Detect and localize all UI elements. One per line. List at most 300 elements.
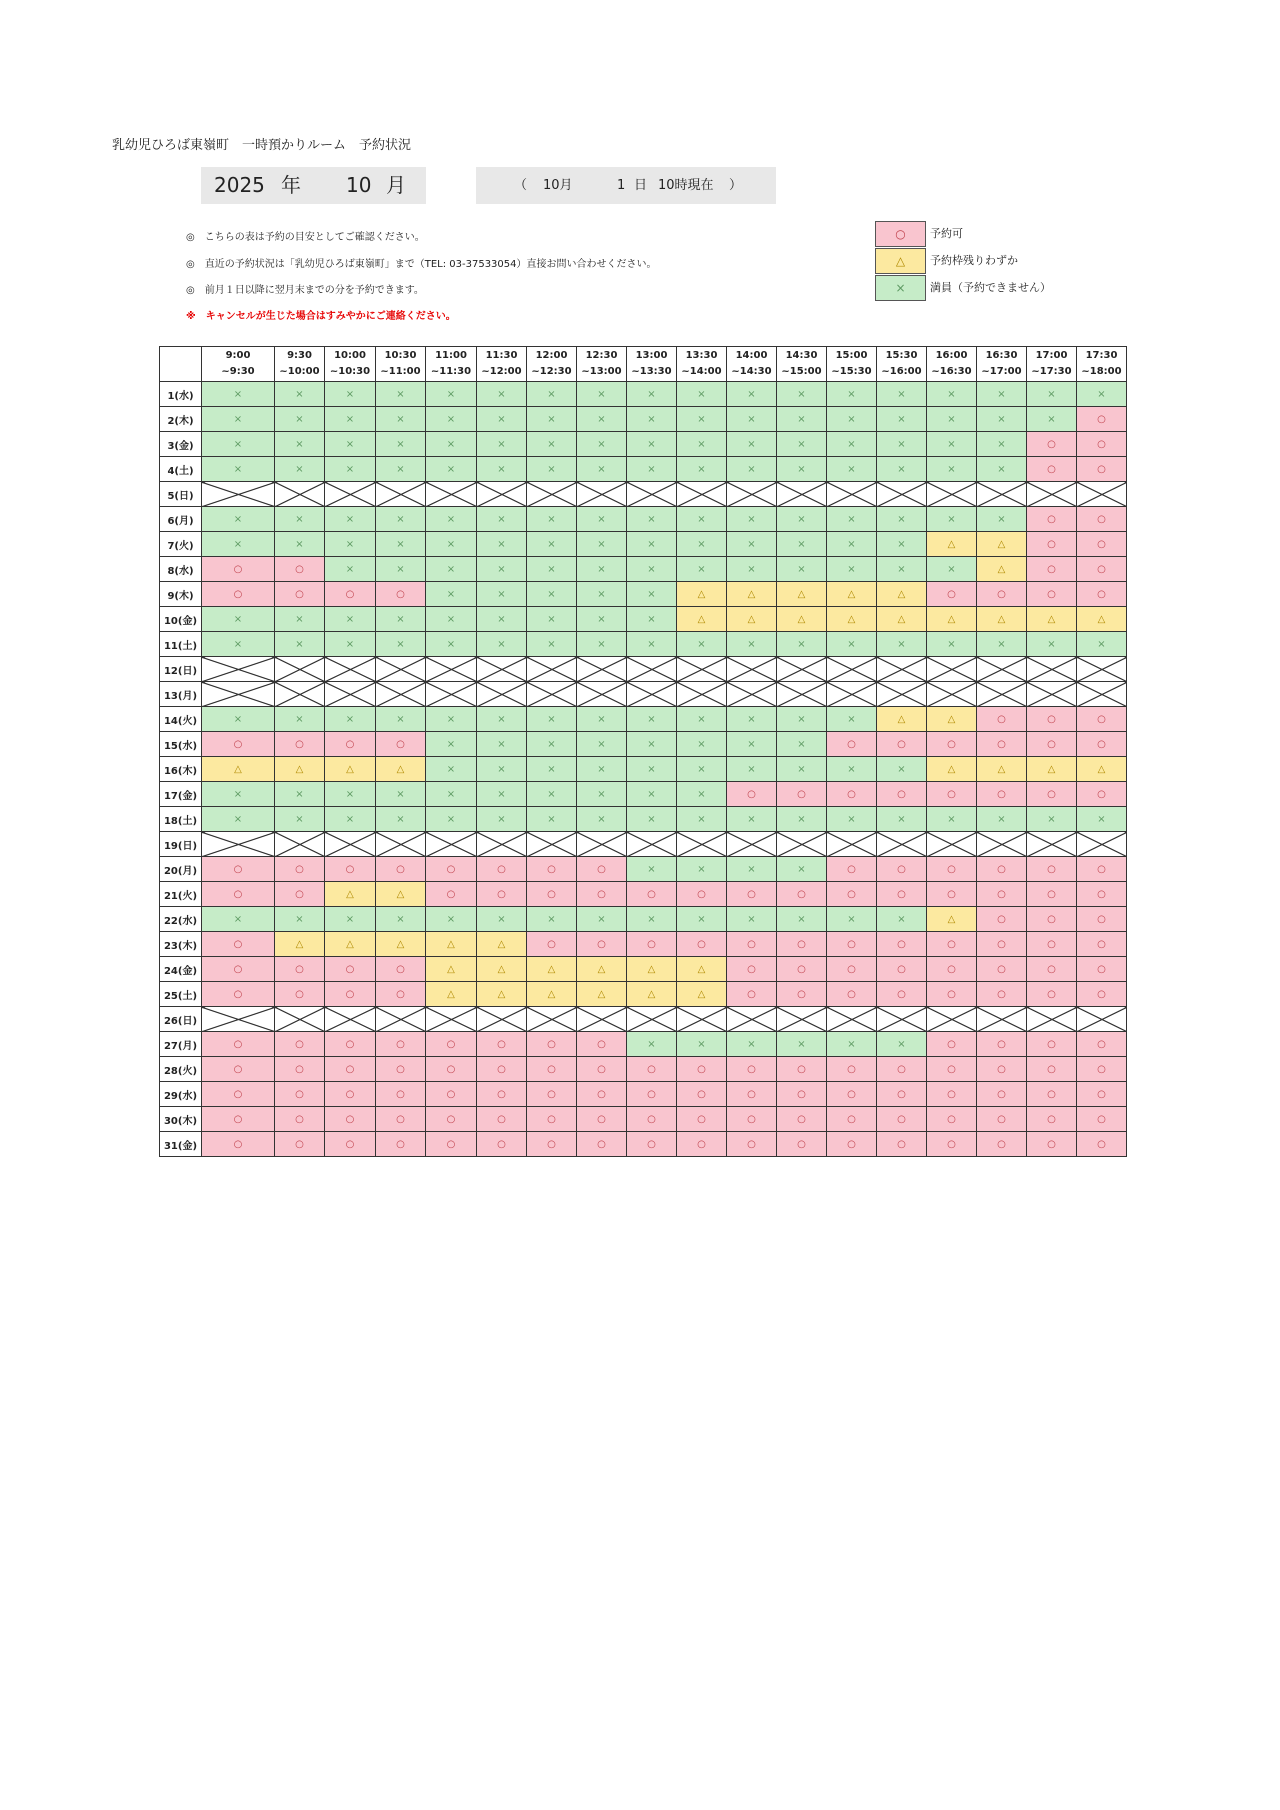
day-label: 21(火) [160,882,202,907]
table-row [160,932,1127,957]
status-cell: ○ [202,582,275,607]
closed-cell [376,1007,426,1032]
day-label: 31(金) [160,1132,202,1157]
slot-end: ~17:30 [1031,366,1072,377]
status-cell: △ [777,607,827,632]
status-cell: × [202,782,275,807]
slot-start: 16:30 [985,350,1018,361]
status-cell: × [1077,807,1127,832]
day-label: 4(土) [160,457,202,482]
status-cell: × [577,407,627,432]
status-cell: ○ [325,857,376,882]
closed-cell [1077,1007,1127,1032]
status-cell: △ [426,932,477,957]
status-cell: × [275,807,325,832]
closed-cell [1077,682,1127,707]
status-cell: × [376,782,426,807]
status-cell: × [827,432,877,457]
slot-end: ~11:30 [430,366,472,377]
closed-cell [927,832,977,857]
status-cell: × [677,782,727,807]
status-cell: ○ [1027,1082,1077,1107]
note-cancel-warning: ※ キャンセルが生じた場合はすみやかにご連絡ください。 [186,311,456,322]
status-cell: × [977,457,1027,482]
status-cell: ○ [426,1082,477,1107]
status-cell: ○ [927,732,977,757]
status-cell: ○ [877,982,927,1007]
status-cell: ○ [202,882,275,907]
status-cell: × [577,782,627,807]
closed-cell [727,832,777,857]
status-cell: ○ [927,1032,977,1057]
status-cell: ○ [1077,432,1127,457]
status-cell: × [275,782,325,807]
status-cell: ○ [325,1132,376,1157]
status-cell: × [527,582,577,607]
status-cell: × [527,707,577,732]
status-cell: ○ [202,1107,275,1132]
status-cell: ○ [1077,457,1127,482]
status-cell: △ [376,882,426,907]
status-cell: × [426,732,477,757]
status-cell: ○ [527,1107,577,1132]
status-cell: ○ [1027,557,1077,582]
closed-cell [1077,657,1127,682]
status-cell: △ [325,882,376,907]
status-cell: ○ [1027,857,1077,882]
closed-cell [426,1007,477,1032]
table-row [160,707,1127,732]
as-of-open-paren: （ [514,178,528,193]
status-cell: × [426,582,477,607]
closed-cell [777,657,827,682]
status-cell: × [1077,382,1127,407]
status-cell: × [376,457,426,482]
status-cell: × [477,582,527,607]
status-cell: △ [877,582,927,607]
status-cell: × [627,807,677,832]
closed-cell [627,1007,677,1032]
status-cell: × [827,407,877,432]
legend-few-left-label: 予約枠残りわずか [930,254,1018,267]
status-cell: × [877,457,927,482]
slot-start: 9:30 [287,350,312,361]
status-cell: ○ [627,932,677,957]
slot-header [677,347,727,382]
status-cell: × [927,632,977,657]
status-cell: × [477,507,527,532]
slot-end: ~10:30 [329,366,371,377]
closed-cell [477,657,527,682]
status-cell: ○ [827,1082,877,1107]
status-cell: △ [627,957,677,982]
status-cell: × [727,507,777,532]
status-cell: ○ [827,782,877,807]
status-cell: ○ [1077,782,1127,807]
status-cell: × [527,532,577,557]
status-cell: ○ [727,882,777,907]
status-cell: × [677,1032,727,1057]
status-cell: ○ [827,1057,877,1082]
status-cell: ○ [727,1107,777,1132]
day-label: 30(木) [160,1107,202,1132]
day-label: 23(木) [160,932,202,957]
closed-cell [927,1007,977,1032]
slot-header [927,347,977,382]
status-cell: ○ [202,557,275,582]
closed-cell [275,1007,325,1032]
status-cell: × [477,707,527,732]
status-cell: × [727,732,777,757]
status-cell: ○ [727,982,777,1007]
status-cell: × [777,532,827,557]
slot-header [275,347,325,382]
closed-cell [275,682,325,707]
status-cell: ○ [727,957,777,982]
status-cell: △ [1027,607,1077,632]
status-cell: ○ [275,1132,325,1157]
status-cell: ○ [376,857,426,882]
status-cell: ○ [426,1057,477,1082]
legend-full-label: 満員（予約できません） [930,281,1051,294]
status-cell: × [627,607,677,632]
status-cell: △ [927,757,977,782]
legend-full-swatch: × [875,275,926,301]
closed-cell [477,682,527,707]
status-cell: △ [977,532,1027,557]
status-cell: × [426,557,477,582]
status-cell: × [677,382,727,407]
status-cell: ○ [1077,907,1127,932]
status-cell: × [927,432,977,457]
status-cell: ○ [627,1132,677,1157]
status-cell: ○ [202,932,275,957]
status-cell: × [727,707,777,732]
status-cell: ○ [627,882,677,907]
status-cell: × [1027,632,1077,657]
slot-end: ~16:00 [881,366,922,377]
slot-header [376,347,426,382]
status-cell: △ [677,982,727,1007]
status-cell: × [677,507,727,532]
slot-end: ~14:30 [731,366,772,377]
status-cell: × [777,457,827,482]
day-label: 22(水) [160,907,202,932]
status-cell: ○ [977,907,1027,932]
status-cell: × [727,907,777,932]
status-cell: ○ [202,1082,275,1107]
status-cell: ○ [827,732,877,757]
closed-cell [527,832,577,857]
status-cell: ○ [1077,557,1127,582]
status-cell: × [577,707,627,732]
status-cell: △ [877,707,927,732]
status-cell: ○ [1077,507,1127,532]
day-label: 14(火) [160,707,202,732]
status-cell: ○ [627,1107,677,1132]
status-cell: ○ [527,932,577,957]
closed-cell [202,657,275,682]
status-cell: ○ [202,957,275,982]
status-cell: × [477,382,527,407]
closed-cell [677,682,727,707]
status-cell: ○ [727,1057,777,1082]
status-cell: × [426,907,477,932]
status-cell: × [777,1032,827,1057]
status-cell: × [325,432,376,457]
slot-end: ~11:00 [380,366,421,377]
status-cell: ○ [1077,707,1127,732]
closed-cell [376,657,426,682]
closed-cell [927,482,977,507]
status-cell: × [627,857,677,882]
table-row [160,382,1127,407]
status-cell: ○ [577,882,627,907]
status-cell: × [426,532,477,557]
status-cell: △ [677,607,727,632]
status-cell: ○ [275,882,325,907]
status-cell: × [325,457,376,482]
closed-cell [275,482,325,507]
closed-cell [426,832,477,857]
status-cell: × [527,507,577,532]
status-cell: ○ [275,1032,325,1057]
status-cell: ○ [777,1132,827,1157]
status-cell: × [275,382,325,407]
status-cell: △ [1077,757,1127,782]
status-cell: ○ [977,707,1027,732]
slot-start: 13:00 [635,350,668,361]
closed-cell [325,1007,376,1032]
status-cell: ○ [877,1057,927,1082]
slot-end: ~12:00 [481,366,522,377]
note-3: ◎ 前月１日以降に翌月末までの分を予約できます。 [186,285,424,296]
closed-cell [325,482,376,507]
table-row [160,482,1127,507]
closed-cell [877,482,927,507]
status-cell: × [275,432,325,457]
closed-cell [827,1007,877,1032]
status-cell: × [577,632,627,657]
status-cell: ○ [627,1082,677,1107]
status-cell: × [477,807,527,832]
status-cell: ○ [577,857,627,882]
closed-cell [1027,682,1077,707]
status-cell: △ [627,982,677,1007]
status-cell: × [1027,807,1077,832]
slot-header [202,347,275,382]
status-cell: × [376,707,426,732]
status-cell: × [527,432,577,457]
closed-cell [727,682,777,707]
table-row [160,782,1127,807]
closed-cell [477,832,527,857]
slot-end: ~18:00 [1081,366,1122,377]
status-cell: ○ [527,857,577,882]
status-cell: △ [877,607,927,632]
status-cell: × [677,732,727,757]
status-cell: × [275,457,325,482]
status-cell: × [376,382,426,407]
table-row [160,1132,1127,1157]
month-value: 10 [346,173,372,197]
status-cell: × [977,407,1027,432]
table-row [160,757,1127,782]
status-cell: △ [977,757,1027,782]
closed-cell [1027,832,1077,857]
status-cell: ○ [275,982,325,1007]
slot-end: ~15:00 [781,366,822,377]
status-cell: ○ [1077,407,1127,432]
table-row [160,532,1127,557]
status-cell: ○ [1027,1132,1077,1157]
status-cell: ○ [977,582,1027,607]
status-cell: △ [977,607,1027,632]
status-cell: × [677,432,727,457]
day-label: 19(日) [160,832,202,857]
status-cell: × [1027,407,1077,432]
status-cell: △ [325,932,376,957]
status-cell: × [426,782,477,807]
closed-cell [1027,482,1077,507]
status-cell: ○ [727,932,777,957]
note-1: ◎ こちらの表は予約の目安としてご確認ください。 [186,232,425,243]
status-cell: △ [827,582,877,607]
status-cell: × [426,432,477,457]
status-cell: ○ [877,1082,927,1107]
status-cell: ○ [877,732,927,757]
status-cell: × [627,907,677,932]
status-cell: ○ [927,1057,977,1082]
status-cell: × [527,607,577,632]
status-cell: ○ [677,1082,727,1107]
status-cell: × [677,632,727,657]
status-cell: ○ [1027,982,1077,1007]
closed-cell [727,482,777,507]
status-cell: × [827,532,877,557]
closed-cell [627,657,677,682]
status-cell: △ [275,757,325,782]
status-cell: × [777,432,827,457]
status-cell: ○ [477,1132,527,1157]
status-cell: ○ [1077,732,1127,757]
status-cell: × [827,707,877,732]
status-cell: ○ [927,932,977,957]
table-row [160,457,1127,482]
status-cell: × [275,632,325,657]
status-cell: ○ [275,1107,325,1132]
status-cell: ○ [827,957,877,982]
status-cell: △ [275,932,325,957]
status-cell: ○ [1077,1057,1127,1082]
closed-cell [977,682,1027,707]
slot-end: ~17:00 [981,366,1022,377]
table-row [160,807,1127,832]
slot-end: ~14:00 [681,366,722,377]
status-cell: △ [527,957,577,982]
table-row [160,607,1127,632]
status-cell: ○ [1077,982,1127,1007]
slot-start: 15:30 [885,350,918,361]
slot-start: 11:00 [435,350,467,361]
status-cell: ○ [927,982,977,1007]
status-cell: ○ [977,782,1027,807]
status-cell: × [627,457,677,482]
closed-cell [1077,482,1127,507]
status-cell: × [927,557,977,582]
closed-cell [577,482,627,507]
status-cell: × [827,1032,877,1057]
closed-cell [827,657,877,682]
status-cell: × [202,632,275,657]
status-cell: × [325,507,376,532]
slot-header [727,347,777,382]
day-label: 5(日) [160,482,202,507]
status-cell: × [577,757,627,782]
status-cell: × [677,532,727,557]
day-label: 10(金) [160,607,202,632]
status-cell: × [727,382,777,407]
status-cell: ○ [477,1032,527,1057]
status-cell: × [777,907,827,932]
slot-start: 13:30 [685,350,718,361]
status-cell: ○ [827,857,877,882]
status-cell: ○ [827,1107,877,1132]
status-cell: × [577,732,627,757]
status-cell: × [577,432,627,457]
status-cell: ○ [202,1057,275,1082]
slot-header [527,347,577,382]
status-cell: △ [477,982,527,1007]
status-cell: × [202,507,275,532]
status-cell: ○ [1027,432,1077,457]
status-cell: ○ [927,1082,977,1107]
status-cell: ○ [1027,1032,1077,1057]
status-cell: ○ [977,857,1027,882]
closed-cell [877,832,927,857]
status-cell: × [477,757,527,782]
day-label: 25(土) [160,982,202,1007]
status-cell: ○ [877,857,927,882]
year-month-box [201,167,426,204]
status-cell: ○ [1027,1057,1077,1082]
slot-header [477,347,527,382]
reservation-table [159,346,1127,1157]
status-cell: ○ [1027,932,1077,957]
status-cell: × [275,907,325,932]
status-cell: △ [727,582,777,607]
status-cell: × [426,707,477,732]
status-cell: × [202,407,275,432]
status-cell: ○ [777,1107,827,1132]
closed-cell [325,657,376,682]
slot-end: ~10:00 [279,366,320,377]
status-cell: ○ [527,882,577,907]
status-cell: × [827,507,877,532]
status-cell: × [727,557,777,582]
status-cell: ○ [477,1082,527,1107]
status-cell: × [827,807,877,832]
status-cell: × [977,632,1027,657]
status-cell: × [627,382,677,407]
status-cell: △ [426,982,477,1007]
status-cell: ○ [1027,707,1077,732]
status-cell: × [627,632,677,657]
status-cell: ○ [577,1132,627,1157]
status-cell: ○ [577,1107,627,1132]
status-cell: ○ [1077,1032,1127,1057]
status-cell: ○ [877,1107,927,1132]
